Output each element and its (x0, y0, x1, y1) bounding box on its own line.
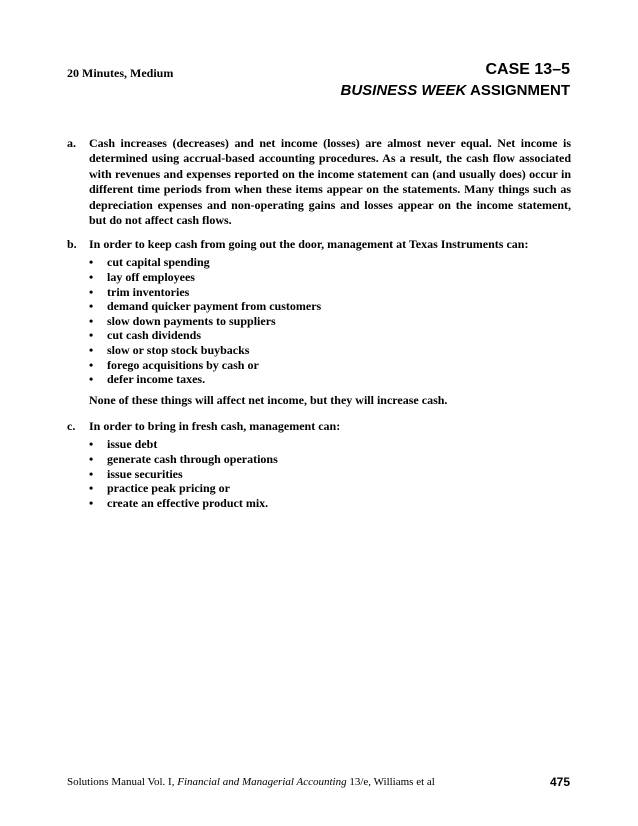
bullet-icon: • (89, 372, 94, 387)
section-b (67, 237, 571, 408)
page-number: 475 (549, 775, 570, 789)
bullet-icon: • (89, 270, 94, 284)
bullet-icon: • (89, 481, 94, 496)
list-item: • demand quicker payment from customers (89, 299, 322, 314)
list-item: • slow or stop stock buybacks (89, 342, 250, 357)
list-item: • generate cash through operations (89, 452, 278, 466)
bullet-icon: • (89, 328, 94, 343)
bullet-icon: • (89, 255, 94, 270)
case-subtitle-rest: ASSIGNMENT (466, 82, 570, 99)
bullet-icon: • (89, 437, 94, 452)
case-subtitle (341, 81, 570, 100)
section-a-text: Cash increases (decreases) and net income (losses) are almost never equal. Net income is determined using accrual-based accounting procedures. As a result, the cash flow associated with revenues and expenses reported on the income statement can (and usually does) occur in different time periods from when these items appear on the statements. Many things such as depreciation expenses and non-operating gains and losses appear on the income statement, but do not affect cash flows. (89, 136, 571, 228)
bullet-icon: • (89, 299, 94, 314)
section-b-intro: In order to keep cash from going out the door, management at Texas Instruments can: (89, 237, 529, 251)
bullet-icon: • (89, 357, 94, 372)
section-c (67, 419, 571, 510)
case-subtitle-italic: BUSINESS WEEK (340, 82, 467, 99)
section-a-letter: a. (67, 136, 76, 150)
footer-book-title: Financial and Managerial Accounting (177, 776, 347, 788)
bullet-icon: • (89, 342, 94, 357)
section-c-intro: In order to bring in fresh cash, management can: (89, 419, 341, 433)
list-item: • issue securities (89, 466, 183, 481)
footer-citation: Solutions Manual Vol. I, Financial and Managerial Accounting 13/e, Williams et al (67, 776, 435, 788)
list-item: • lay off employees (89, 270, 195, 284)
section-b-bullet-list (89, 255, 571, 386)
list-item: • issue debt (89, 437, 158, 452)
section-c-letter: c. (67, 419, 76, 433)
list-item: • cut capital spending (89, 255, 210, 270)
case-title: CASE 13–5 (485, 61, 570, 78)
section-b-closing: None of these things will affect net income, but they will increase cash. (89, 392, 448, 407)
list-item: • forego acquisitions by cash or (89, 357, 259, 372)
time-difficulty-label: 20 Minutes, Medium (67, 66, 174, 80)
section-c-bullet-list (89, 437, 571, 510)
section-b-letter: b. (67, 237, 77, 251)
bullet-icon: • (89, 495, 94, 510)
list-item: • practice peak pricing or (89, 481, 230, 496)
list-item: • create an effective product mix. (89, 495, 269, 510)
list-item: • cut cash dividends (89, 328, 202, 343)
list-item: • trim inventories (89, 284, 190, 299)
list-item: • defer income taxes. (89, 372, 206, 387)
bullet-icon: • (89, 313, 94, 328)
bullet-icon: • (89, 466, 94, 481)
bullet-icon: • (89, 284, 94, 299)
bullet-icon: • (89, 452, 94, 466)
list-item: • slow down payments to suppliers (89, 313, 276, 328)
case-heading (341, 60, 570, 100)
section-a (67, 136, 571, 228)
